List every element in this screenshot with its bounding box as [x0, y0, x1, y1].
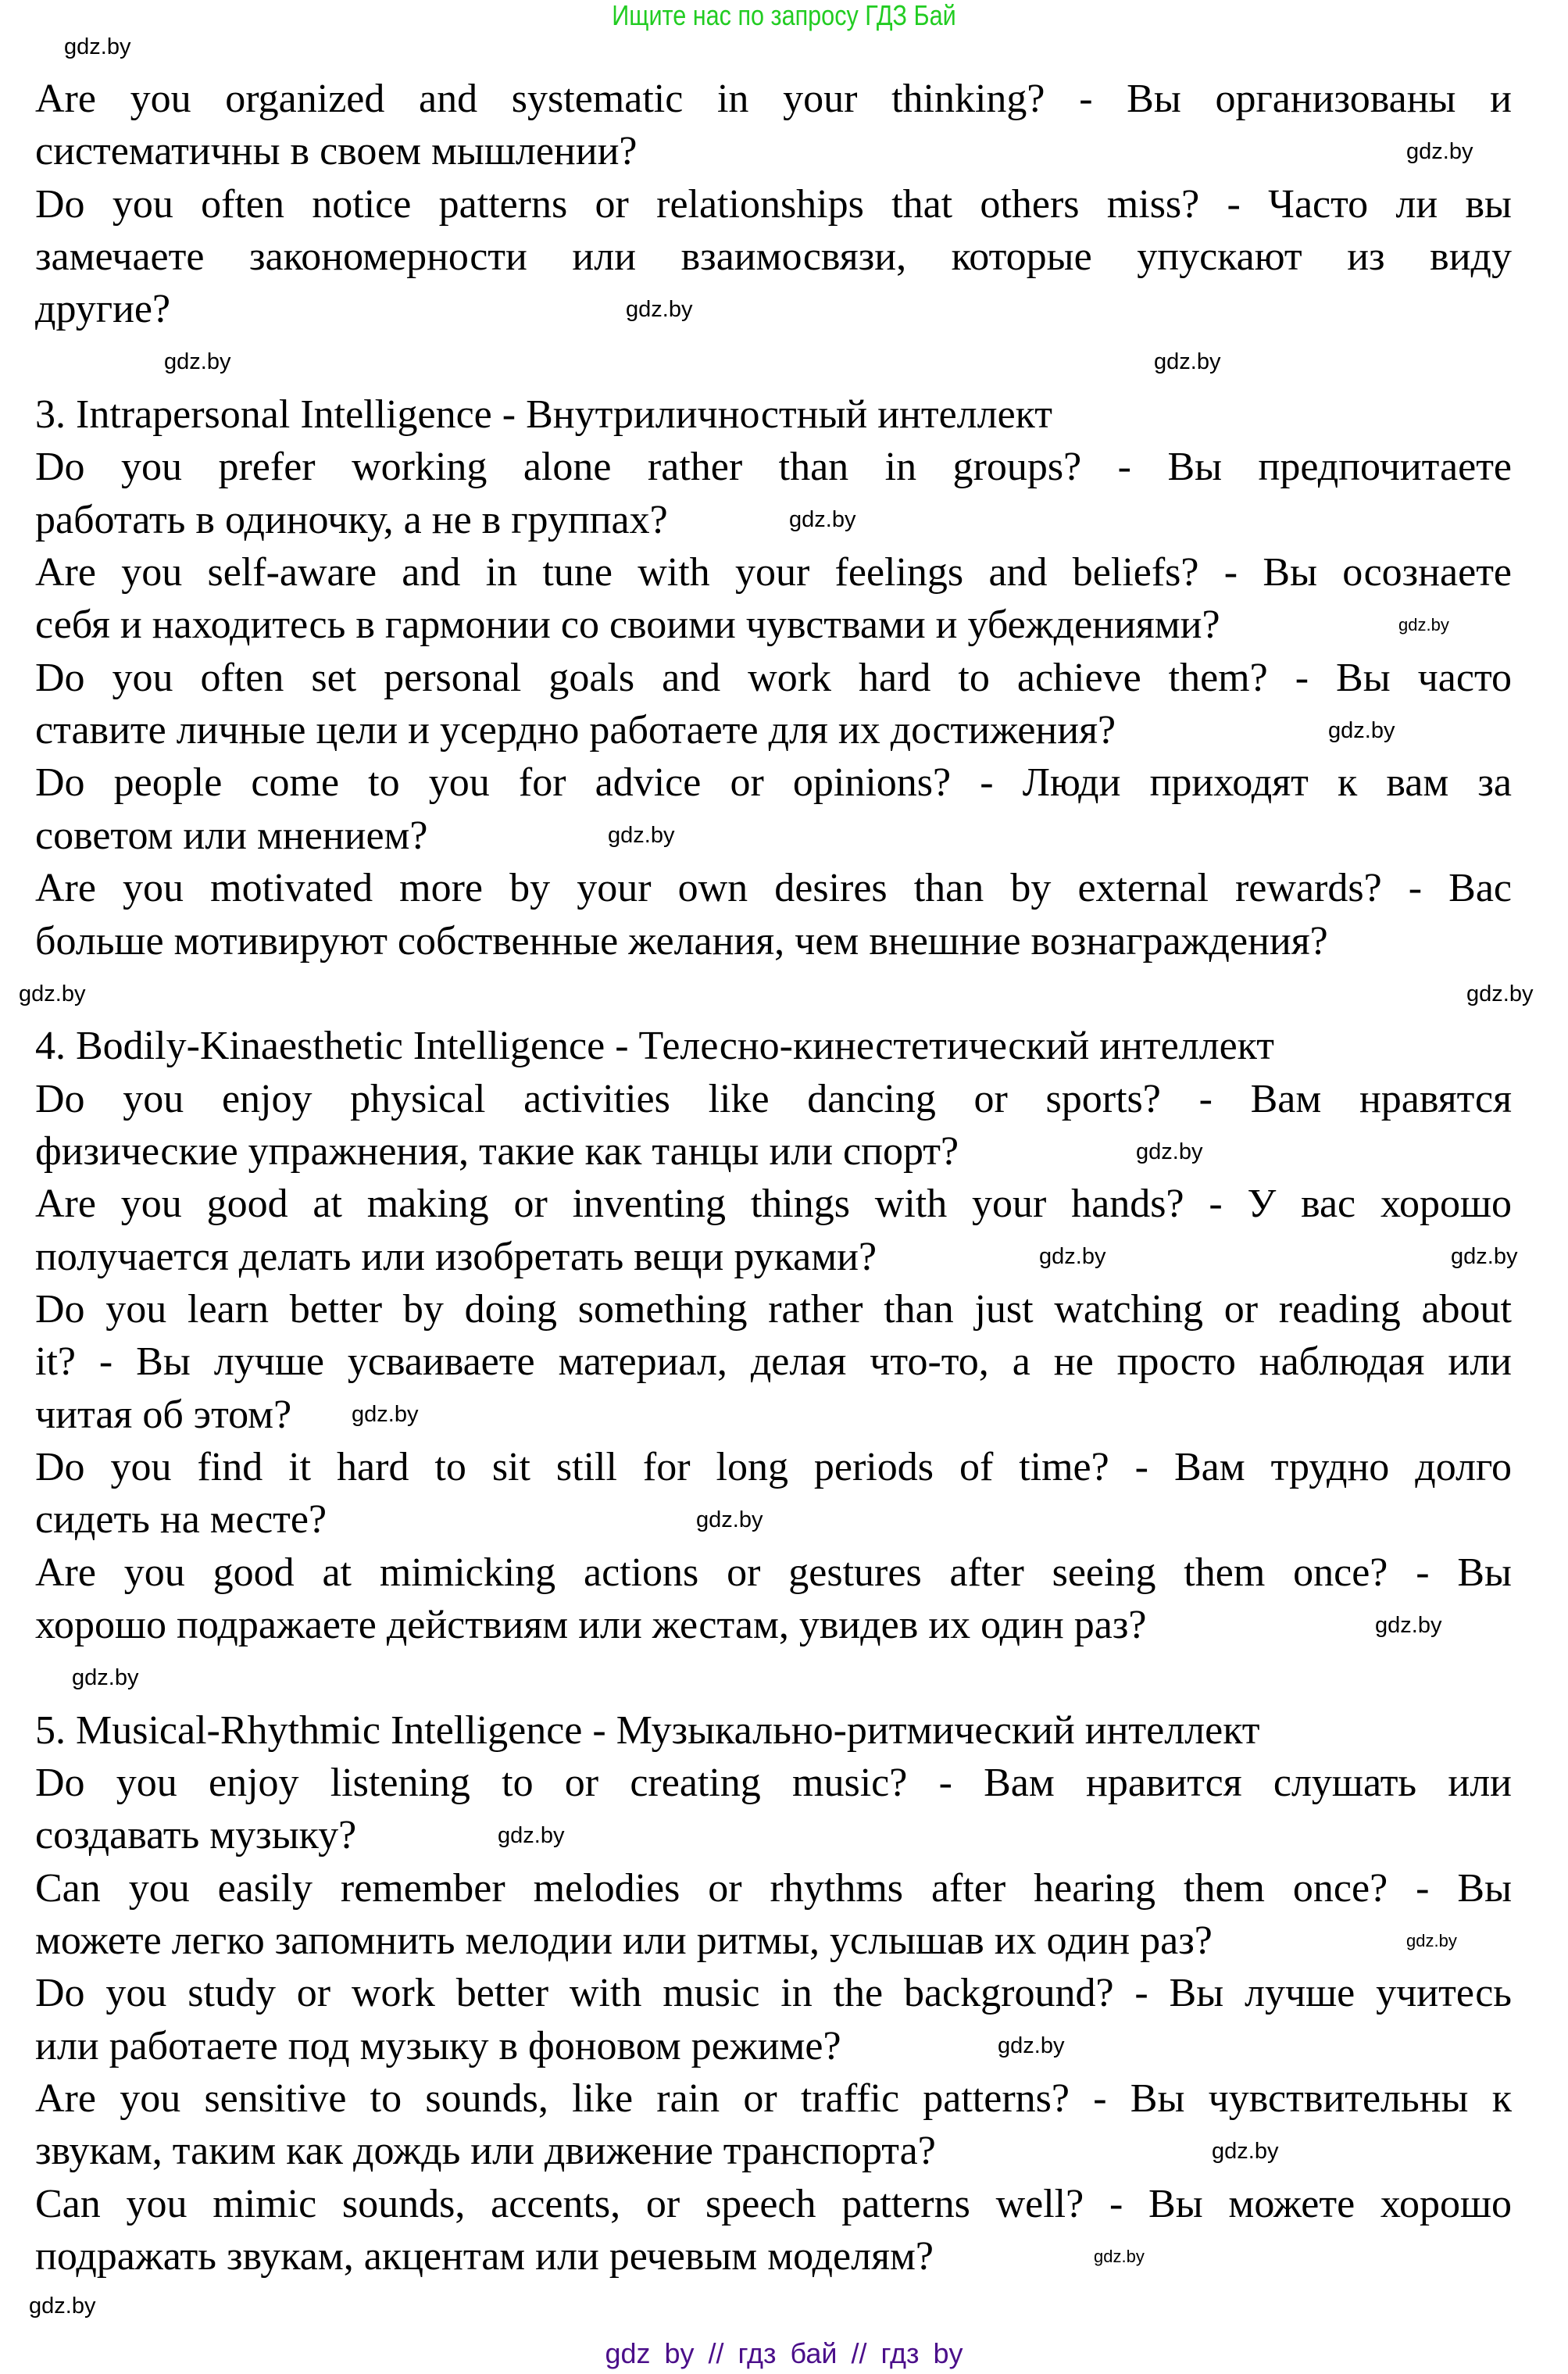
text-line: советом или мнением?	[35, 813, 428, 858]
text-line: больше мотивируют собственные желания, чем внешние вознаграждения?	[35, 918, 1328, 964]
text-line: Are you organized and systematic in your thinking? - Вы организованы и	[35, 77, 1512, 121]
text-line: звукам, таким как дождь или движение транспорта?	[35, 2129, 936, 2174]
text-line: себя и находитесь в гармонии со своими чувствами и убеждениями?	[35, 602, 1220, 648]
text-line: физические упражнения, такие как танцы или спорт?	[35, 1128, 959, 1174]
gdz-watermark: gdz.by	[789, 507, 856, 533]
gdz-watermark: gdz.by	[1094, 2246, 1145, 2266]
gdz-watermark: gdz.by	[1328, 717, 1395, 743]
text-line: Do you often notice patterns or relationships that others miss? - Часто ли вы	[35, 181, 1512, 227]
footer-links[interactable]: gdz by // гдз бай // гдз by	[605, 2337, 963, 2369]
gdz-watermark: gdz.by	[352, 1402, 419, 1428]
gdz-watermark: gdz.by	[1136, 1139, 1203, 1164]
section-heading: 5. Musical-Rhythmic Intelligence - Музыкально-ритмический интеллект	[35, 1707, 1260, 1753]
text-line: Are you good at mimicking actions or gestures after seeing them once? - Вы	[35, 1550, 1512, 1595]
gdz-watermark: gdz.by	[696, 1507, 763, 1532]
text-line: Are you motivated more by your own desires than by external rewards? - Вас	[35, 866, 1512, 911]
text-line: замечаете закономерности или взаимосвязи, которые упускают из виду	[35, 234, 1512, 280]
text-line: систематичны в своем мышлении?	[35, 129, 638, 174]
text-line: или работаете под музыку в фоновом режиме?	[35, 2023, 841, 2068]
gdz-watermark: gdz.by	[29, 2294, 96, 2319]
gdz-watermark: gdz.by	[1398, 615, 1449, 635]
gdz-watermark: gdz.by	[1212, 2139, 1279, 2165]
gdz-watermark: gdz.by	[164, 349, 231, 375]
gdz-watermark: gdz.by	[626, 297, 693, 323]
text-line	[35, 336, 1512, 388]
search-hint-banner[interactable]: Ищите нас по запросу ГДЗ Бай	[612, 0, 956, 31]
text-line: Can you mimic sounds, accents, or speech patterns well? - Вы можете хорошо	[35, 2181, 1512, 2226]
gdz-watermark: gdz.by	[72, 1664, 139, 1690]
text-line	[35, 1651, 1512, 1704]
text-line: другие?	[35, 287, 171, 332]
text-line: можете легко запомнить мелодии или ритмы, услышав их один раз?	[35, 1918, 1213, 1964]
text-line: Do you enjoy physical activities like dancing or sports? - Вам нравятся	[35, 1076, 1512, 1121]
gdz-watermark: gdz.by	[1406, 139, 1473, 165]
section-heading: 4. Bodily-Kinaesthetic Intelligence - Телесно-кинестетический интеллект	[35, 1024, 1274, 1069]
text-line: хорошо подражаете действиям или жестам, увидев их один раз?	[35, 1602, 1147, 1647]
gdz-watermark: gdz.by	[608, 823, 675, 849]
gdz-watermark: gdz.by	[1375, 1612, 1442, 1638]
gdz-watermark: gdz.by	[64, 34, 131, 59]
gdz-watermark: gdz.by	[1039, 1244, 1106, 1270]
gdz-watermark: gdz.by	[1466, 981, 1534, 1006]
text-line: Do you prefer working alone rather than in groups? - Вы предпочитаете	[35, 445, 1512, 490]
text-line: Do you enjoy listening to or creating music? - Вам нравится слушать или	[35, 1761, 1512, 1805]
gdz-watermark: gdz.by	[498, 1823, 565, 1849]
gdz-watermark: gdz.by	[998, 2033, 1065, 2059]
text-line: подражать звукам, акцентам или речевым моделям?	[35, 2234, 934, 2279]
text-line: Are you self-aware and in tune with your feelings and beliefs? - Вы осознаете	[35, 550, 1512, 595]
gdz-watermark: gdz.by	[1406, 1930, 1457, 1950]
text-line: Do you study or work better with music in the background? - Вы лучше учитесь	[35, 1971, 1512, 2016]
text-line: Do you find it hard to sit still for long periods of time? - Вам трудно долго	[35, 1444, 1512, 1489]
text-line: Can you easily remember melodies or rhythms after hearing them once? - Вы	[35, 1865, 1512, 1911]
text-line: Do people come to you for advice or opinions? - Люди приходят к вам за	[35, 760, 1512, 806]
text-line: работать в одиночку, а не в группах?	[35, 497, 668, 542]
text-line: создавать музыку?	[35, 1813, 357, 1858]
text-line: получается делать или изобретать вещи руками?	[35, 1234, 877, 1279]
text-line: Do you often set personal goals and work hard to achieve them? - Вы часто	[35, 655, 1512, 700]
gdz-watermark: gdz.by	[19, 981, 86, 1006]
section-heading: 3. Intrapersonal Intelligence - Внутриличностный интеллект	[35, 392, 1052, 438]
text-line: сидеть на месте?	[35, 1497, 327, 1543]
text-line: читая об этом?	[35, 1392, 292, 1437]
text-line: it? - Вы лучше усваиваете материал, делая что-то, а не просто наблюдая или	[35, 1339, 1512, 1385]
text-line: Are you good at making or inventing things with your hands? - У вас хорошо	[35, 1182, 1512, 1227]
text-line: Do you learn better by doing something rather than just watching or reading about	[35, 1286, 1512, 1332]
text-line	[35, 967, 1512, 1020]
gdz-watermark: gdz.by	[1154, 349, 1221, 375]
text-line: ставите личные цели и усердно работаете для их достижения?	[35, 708, 1116, 753]
gdz-watermark: gdz.by	[1451, 1244, 1518, 1270]
document-body	[35, 73, 1512, 2283]
text-line: Are you sensitive to sounds, like rain or traffic patterns? - Вы чувствительны к	[35, 2076, 1512, 2122]
